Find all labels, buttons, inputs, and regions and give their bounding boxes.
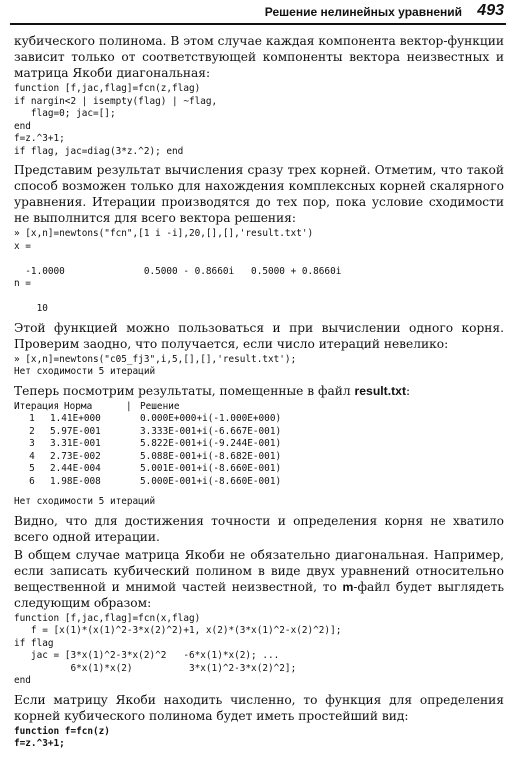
code-fcn-real-imag: function [f,jac,flag]=fcn(x,flag) f = [x(1)*(x(1)^2-3*x(2)^2)+1, x(2)*(3*x(1)^2-x(2)^2)]; if flag jac = [3*x(1)^2-3*x(2)^2 -6*x(1)*x(2); ... 6*x(1)*x(2) 3*x(1)^2-3*x(2)^2]; end bbox=[14, 612, 342, 686]
table-row bbox=[14, 413, 504, 426]
iteration-cell: 3 bbox=[29, 438, 35, 449]
iteration-cell: 2 bbox=[29, 425, 35, 437]
table-row bbox=[14, 451, 504, 464]
code-fcn-simple: function f=fcn(z) f=z.^3+1; bbox=[14, 725, 110, 749]
paragraph-three-roots: Представим результат вычисления сразу трех корней. Отметим, что такой способ возможен только для нахождения комплексных корней скалярного уравнения. Итерации производятся до тех пор, пока условие сходимости не выполнится для всего вектора решения: bbox=[14, 163, 504, 225]
table-row bbox=[14, 463, 504, 476]
iteration-cell: 6 bbox=[29, 475, 35, 487]
norm-cell: 2.73E-002 bbox=[50, 450, 101, 462]
iterations-table bbox=[14, 401, 504, 489]
separator-cell bbox=[126, 463, 140, 476]
solution-cell: 3.333E-001+i(-6.667E-001) bbox=[140, 425, 282, 437]
running-header bbox=[0, 0, 512, 26]
m-file-label: m bbox=[342, 579, 354, 594]
solution-cell: 5.000E-001+i(-8.660E-001) bbox=[140, 475, 282, 487]
iteration-cell: 4 bbox=[29, 450, 35, 462]
table-row bbox=[14, 438, 504, 451]
results-filename: result.txt bbox=[354, 383, 407, 398]
table-row bbox=[14, 476, 504, 489]
norm-cell: 5.97E-001 bbox=[50, 425, 101, 437]
solution-cell: 5.001E-001+i(-8.660E-001) bbox=[140, 463, 282, 474]
table-header-row bbox=[14, 401, 504, 414]
results-text: Теперь посмотрим результаты, помещенные в файл bbox=[14, 383, 355, 398]
code-no-convergence: Нет сходимости 5 итераций bbox=[14, 496, 156, 507]
general-case-text-2: -файл будет выглядеть следующим образом: bbox=[14, 579, 504, 610]
general-case-text-1: В общем случае матрица Якоби не обязательно диагональная. Например, если записать кубический полином в виде двух уравнений относительно вещественной и мнимой частей неизвестной, то bbox=[14, 547, 504, 594]
header-norm: Норма bbox=[64, 400, 93, 412]
header-rule bbox=[10, 23, 506, 25]
separator-cell bbox=[126, 476, 140, 489]
paragraph-general-case bbox=[14, 547, 504, 611]
iteration-cell: 1 bbox=[29, 413, 35, 424]
iteration-cell: 5 bbox=[29, 463, 35, 474]
paragraph-intro: кубического полинома. В этом случае каждая компонента вектор-функции зависит только от соответствующей компоненты вектора неизвестных и матрица Якоби диагональная: bbox=[14, 34, 504, 80]
page-number: 493 bbox=[477, 2, 504, 19]
paragraph-one-root: Этой функцией можно пользоваться и при вычислении одного корня. Проверим заодно, что получается, если число итераций невелико: bbox=[14, 320, 504, 351]
solution-cell: 0.000E+000+i(-1.000E+000) bbox=[140, 413, 282, 424]
paragraph-results-file bbox=[14, 383, 504, 399]
norm-cell: 1.41E+000 bbox=[50, 413, 101, 424]
separator-cell bbox=[126, 413, 140, 426]
solution-cell: 5.088E-001+i(-8.682E-001) bbox=[140, 450, 282, 462]
results-colon: : bbox=[406, 383, 411, 398]
paragraph-conclusion: Видно, что для достижения точности и определения корня не хватило всего одной итерации. bbox=[14, 513, 504, 544]
chapter-title: Решение нелинейных уравнений bbox=[264, 5, 462, 19]
code-fcn-diagonal: function [f,jac,flag]=fcn(z,flag) if nargin<2 | isempty(flag) | ~flag, flag=0; jac=[]; end f=z.^3+1; if flag, jac=diag(3*z.^2); end bbox=[14, 83, 218, 157]
separator-cell bbox=[126, 451, 140, 464]
norm-cell: 2.44E-004 bbox=[50, 463, 101, 474]
code-newtons-one-root: » [x,n]=newtons("c05_fj3",i,5,[],[],'result.txt'); Нет сходимости 5 итераций bbox=[14, 353, 297, 377]
separator-cell bbox=[126, 426, 140, 439]
solution-cell: 5.822E-001+i(-9.244E-001) bbox=[140, 438, 282, 449]
norm-cell: 3.31E-001 bbox=[50, 438, 101, 449]
separator-cell bbox=[126, 438, 140, 451]
norm-cell: 1.98E-008 bbox=[50, 475, 101, 487]
code-newtons-three-roots: » [x,n]=newtons("fcn",[1 i -i],20,[],[],'result.txt') x = -1.0000 0.5000 - 0.8660i 0.5000 + 0.8660i n = 10 bbox=[14, 228, 342, 314]
table-row bbox=[14, 426, 504, 439]
header-separator: | bbox=[126, 400, 132, 412]
page-body bbox=[14, 33, 504, 755]
header-iteration: Итерация bbox=[14, 400, 60, 412]
header-solution: Решение bbox=[140, 400, 180, 412]
paragraph-numeric-jacobian: Если матрицу Якоби находить численно, то функция для определения корней кубического полинома будет иметь простейший вид: bbox=[14, 692, 504, 723]
